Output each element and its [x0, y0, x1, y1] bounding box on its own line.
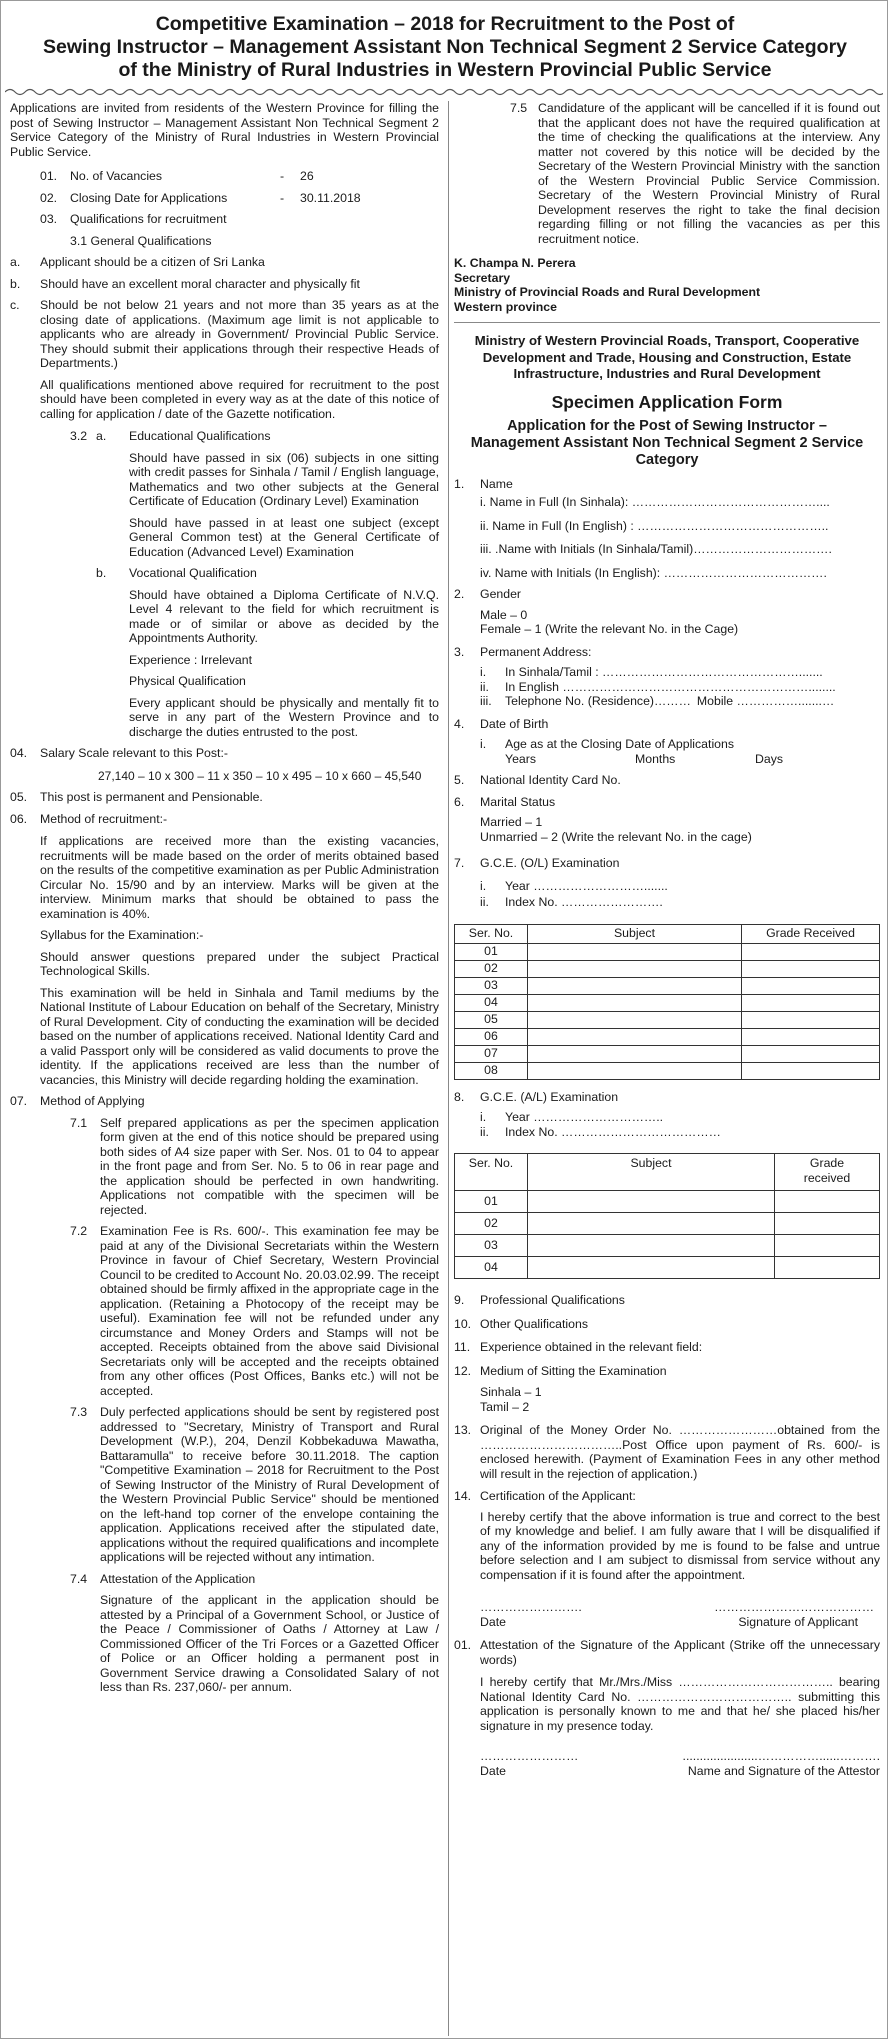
form-title: Application for the Post of Sewing Instructor – Management Assistant Non Technical Segment 2 Service Category	[470, 417, 864, 468]
serial-number: 03	[455, 977, 528, 994]
certification-text: I hereby certify that the above information is true and correct to the best of my knowledge and belief. I am fully aware that I will be disqualified if any of the information provided by me is found to be false and untrue before selection and I am subject to dismissal from service without any compensation if it is found after the appointment.	[480, 1509, 880, 1582]
field-marital-status: 6. Marital Status	[454, 794, 556, 809]
name-line: iii. .Name with Initials (In Sinhala/Tamil)…………………………….	[480, 542, 832, 556]
clause-7-2: 7.2 Examination Fee is Rs. 600/-. This examination fee may be paid at any of the Divisional Secretariats within the Western Province in favour of Chief Secretary, Western Provincial Council to be credited to Account No. 20.03.02.99. The receipt obtained should be firmly affixed in the appropriate cage in the application. (Retaining a Photocopy of the receipt may be useful). Examination fee will not be refunded under any circumstance and Money Orders and Stamps will not be accepted. Receipts obtained from the above said Divisional Secretariats only will be accepted and the receipts obtained from any other offices (Post Offices, Banks etc.) will not be accepted.	[70, 1224, 439, 1398]
al-table-row	[455, 1235, 880, 1257]
item-vacancies: 01. No. of Vacancies - 26	[40, 169, 314, 183]
attestor-signature-label: Name and Signature of the Attestor	[687, 1763, 880, 1778]
field-certification: 14. Certification of the Applicant:	[454, 1489, 636, 1503]
subject-cell	[528, 943, 742, 960]
marital-options: Married – 1 Unmarried – 2 (Write the relevant No. in the cage)	[480, 815, 752, 844]
address-lines	[480, 665, 880, 709]
field-experience: 11. Experience obtained in the relevant field:	[454, 1340, 703, 1354]
address-line: i. In Sinhala/Tamil : ………………………………………….......	[480, 665, 823, 679]
experience-line: Experience : Irrelevant	[129, 652, 253, 667]
ol-table-row	[455, 977, 880, 994]
ol-line: i. Year ……………………….......	[480, 878, 668, 893]
serial-number: 07	[455, 1045, 528, 1062]
field-professional: 9. Professional Qualifications	[454, 1293, 625, 1307]
address-line: iii. Telephone No. (Residence)……… Mobile …………….......…	[480, 694, 835, 708]
vocational-heading: b. Vocational Qualification	[96, 566, 257, 580]
clause-7-1: 7.1 Self prepared applications as per the specimen application form given at the end of this notice should be prepared using both sides of A4 size paper with Ser. Nos. 01 to 04 to appear in the front page and from Ser. No. 5 to 06 in rear page and the application should be perfected in own handwriting. Applications not compatible with the specimen will be rejected.	[70, 1115, 439, 1217]
qualification-b: b. Should have an excellent moral character and physically fit	[10, 276, 360, 291]
field-ol-exam: 7. G.C.E. (O/L) Examination	[454, 856, 620, 870]
ol-table-row	[455, 1011, 880, 1028]
subject-cell	[528, 960, 742, 977]
field-date-of-birth: 4. Date of Birth	[454, 716, 549, 731]
grade-cell	[742, 1028, 880, 1045]
subject-cell	[528, 1213, 775, 1235]
signatory-block	[454, 256, 880, 314]
age-line: i. Age as at the Closing Date of Applications	[480, 737, 734, 751]
ministry-heading: Ministry of Western Provincial Roads, Transport, Cooperative Development and Trade, Housing and Construction, Estate Infrastructure, Industries and Rural Development	[474, 333, 860, 381]
gender-options: Male – 0 Female – 1 (Write the relevant No. in the Cage)	[480, 607, 739, 636]
serial-number: 08	[455, 1062, 528, 1079]
specimen-title: Specimen Application Form	[551, 391, 783, 412]
date-label: Date	[480, 1763, 506, 1778]
applicant-signature-block: ……………………. ………………………………… Date Signature of Applicant	[480, 1600, 874, 1629]
item-qualifications: 03. Qualifications for recruitment	[40, 212, 227, 226]
qualification-c: c. Should be not below 21 years and not more than 35 years as at the closing date of applications. (Maximum age limit is not applicable to applicants who are already in Government/ Provincial Public Service. They should submit their applications through their respective Heads of Departments.)	[10, 298, 439, 370]
serial-number: 02	[455, 1213, 528, 1235]
examination-details: This examination will be held in Sinhala and Tamil mediums by the National Institute of Labour Education on behalf of the Secretary, Ministry of Rural Development. City of conducting the examination will be decided based on the number of applications received. National Identity Card and a valid Passport only will be considered as valid documents to prove the identity. If the applications received are less than the number of vacancies, this Ministry will decide regarding holding the examination.	[40, 985, 439, 1087]
salary-scale: 27,140 – 10 x 300 – 11 x 350 – 10 x 495 – 10 x 660 – 45,540	[98, 768, 422, 783]
applicant-signature-label: Signature of Applicant	[738, 1614, 858, 1629]
signatory-title: Secretary	[454, 270, 511, 285]
grade-cell	[742, 977, 880, 994]
item-closing-date: 02. Closing Date for Applications - 30.11.2018	[40, 190, 361, 205]
permanent-line: 05. This post is permanent and Pensionable.	[10, 790, 263, 804]
signatory-province: Western province	[454, 299, 557, 314]
qualification-a: a. Applicant should be a citizen of Sri Lanka	[10, 255, 265, 269]
ol-lines	[480, 879, 880, 910]
subject-cell	[528, 1191, 775, 1213]
physical-heading: Physical Qualification	[129, 674, 246, 688]
field-medium: 12. Medium of Sitting the Examination	[454, 1363, 667, 1378]
date-label: Date	[480, 1614, 506, 1629]
subject-cell	[528, 1011, 742, 1028]
syllabus-heading: Syllabus for the Examination:-	[40, 928, 204, 942]
address-line: ii. In English ……………………………………………………........	[480, 679, 836, 694]
right-column	[454, 101, 880, 1778]
serial-number: 01	[455, 943, 528, 960]
name-line: ii. Name in Full (In English) : ………………………………………..	[480, 518, 829, 533]
ol-table-row	[455, 994, 880, 1011]
vocational-text: Should have obtained a Diploma Certificate of N.V.Q. Level 4 relevant to the field for which recruitment is made or of similar or above as decided by the Appointments Authority.	[129, 587, 439, 645]
name-line: iv. Name with Initials (In English): ………………………………….	[480, 565, 827, 580]
al-table-row	[455, 1257, 880, 1279]
field-nic: 5. National Identity Card No.	[454, 773, 621, 787]
signatory-name: K. Champa N. Perera	[454, 256, 576, 270]
al-table-row	[455, 1191, 880, 1213]
heading-line-3: of the Ministry of Rural Industries in Western Provincial Public Service	[118, 59, 772, 81]
subject-cell	[528, 1028, 742, 1045]
ol-table-row	[455, 1028, 880, 1045]
serial-number: 02	[455, 960, 528, 977]
educational-qualifications-heading: 3.2 a. Educational Qualifications	[70, 429, 271, 443]
syllabus-text: Should answer questions prepared under the subject Practical Technological Skills.	[40, 949, 439, 978]
grade-cell	[775, 1257, 880, 1279]
clause-7-5: 7.5 Candidature of the applicant will be cancelled if it is found out that the applicant does not have the required qualification at the time of checking the qualifications at the interview. Any matter not covered by this notice will be decided by the Secretary of the Western Provincial Ministry with the sanction of the Western Provincial Public Service Commission. Secretary of the Western Provincial Ministry of Rural Development reserves the right to take the final decision regarding filling or not filling the vacancies as per this recruitment notice.	[510, 101, 880, 246]
educational-al: Should have passed in at least one subject (except General Common test) at the General Certificate of Education (Advanced Level) Examination	[129, 515, 439, 559]
serial-number: 04	[455, 1257, 528, 1279]
attestation-text: Signature of the applicant in the application should be attested by a Principal of a Government School, or Justice of the Peace / Commissioner of Oaths / Attorney at Law / Commissioned Officer of the Tri Forces or a Gazetted Officer of Police or an Officer holding a permanent post in Government Service drawing a Consolidated Salary of not less than Rs. 237,060/- per annum.	[100, 1593, 439, 1694]
field-other: 10. Other Qualifications	[454, 1316, 588, 1331]
column-divider	[448, 101, 449, 2036]
medium-options: Sinhala – 1 Tamil – 2	[480, 1385, 542, 1414]
intro-paragraph: Applications are invited from residents of the Western Province for filling the post of Sewing Instructor – Management Assistant Non Technical Segment 2 Service Category of the Ministry of Rural Industries in Western Provincial Public Service.	[10, 101, 439, 159]
al-table-header: Ser. No. Subject Grade received	[455, 1154, 880, 1191]
name-line: i. Name in Full (In Sinhala): ………………………………………....	[480, 495, 830, 509]
wavy-divider	[5, 85, 883, 99]
ol-table-row	[455, 1062, 880, 1079]
all-qualifications-note: All qualifications mentioned above required for recruitment to the post should have been completed in every way as at the date of this notice of calling for application / date of the Gazette notification.	[40, 377, 439, 421]
grade-cell	[742, 943, 880, 960]
serial-number: 06	[455, 1028, 528, 1045]
name-lines	[480, 495, 880, 580]
left-column	[10, 101, 439, 1695]
clause-7-3: 7.3 Duly perfected applications should be sent by registered post addressed to "Secretary, Ministry of Transport and Rural Development (W.P.), 204, Denzil Kobbekaduwa Mawatha, Battaramulla" to receive before 30.11.2018. The caption "Competitive Examination – 2018 for Recruitment to the Post of Sewing Instructor of the Ministry of Rural Development of the Western Provincial Public Service" should be mentioned on the left-hand top corner of the envelope containing the application. Applications received after the stipulated date, applications without the required qualifications and incomplete applications will be rejected without any intimation.	[70, 1405, 439, 1564]
subject-cell	[528, 994, 742, 1011]
notice-heading	[1, 13, 888, 82]
attestation-heading: 01. Attestation of the Signature of the Applicant (Strike off the unnecessary words)	[454, 1638, 880, 1667]
grade-cell	[742, 1062, 880, 1079]
subject-cell	[528, 1062, 742, 1079]
signatory-ministry: Ministry of Provincial Roads and Rural Development	[454, 285, 761, 299]
age-units: Years Months Days	[505, 751, 784, 766]
general-qualifications-heading: 3.1 General Qualifications	[70, 233, 212, 248]
al-results-table	[454, 1153, 880, 1279]
ol-table-row	[455, 1045, 880, 1062]
grade-cell	[742, 960, 880, 977]
subject-cell	[528, 1235, 775, 1257]
heading-line-2: Sewing Instructor – Management Assistant Non Technical Segment 2 Service Category	[42, 36, 848, 58]
grade-cell	[775, 1213, 880, 1235]
serial-number: 05	[455, 1011, 528, 1028]
section-divider	[454, 322, 880, 323]
recruitment-method-text: If applications are received more than the existing vacancies, recruitments will be made based on the order of merits obtained based on the results of the competitive examination as per Public Administration Circular No. 15/90 and by an interview. Marks will be given at the interview. Minimum marks that should be obtained to pass the examination is 40%.	[40, 834, 439, 921]
ol-line: ii. Index No. …………………….	[480, 895, 663, 909]
attestation-certificate: I hereby certify that Mr./Mrs./Miss ……………………………….. bearing National Identity Card No. ……………………………….. submitting this application is personally known to me and that he/ she placed his/her signature in my presence today.	[480, 1675, 880, 1733]
grade-cell	[742, 1045, 880, 1062]
subject-cell	[528, 977, 742, 994]
field-gender: 2. Gender	[454, 587, 522, 601]
ol-results-table	[454, 924, 880, 1080]
educational-ol: Should have passed in six (06) subjects in one sitting with credit passes for Sinhala / Tamil / English language, Mathematics and two other subjects at the General Certificate of Education (Ordinary Level) Examination	[129, 450, 439, 508]
grade-cell	[775, 1191, 880, 1213]
attestor-signature-block: …………………… ......................……………......………. Date Name and Signature of the Attestor	[480, 1749, 880, 1778]
ol-table-row	[455, 943, 880, 960]
grade-cell	[775, 1235, 880, 1257]
al-line: i. Year …………………………..	[480, 1110, 664, 1124]
field-money-order: 13. Original of the Money Order No. ……………………obtained from the ……………………………..Post Office upon payment of Rs. 600/- is enclosed herewith. (Payment of Examination Fees in any other method will result in the rejection of application.)	[454, 1423, 880, 1481]
serial-number: 03	[455, 1235, 528, 1257]
subject-cell	[528, 1045, 742, 1062]
heading-line-1: Competitive Examination – 2018 for Recruitment to the Post of	[155, 13, 735, 35]
field-al-exam: 8. G.C.E. (A/L) Examination	[454, 1089, 619, 1104]
serial-number: 01	[455, 1191, 528, 1213]
field-address: 3. Permanent Address:	[454, 644, 592, 659]
ol-table-header: Ser. No. Subject Grade Received	[455, 924, 880, 943]
al-lines	[480, 1110, 880, 1139]
al-line: ii. Index No. …………………………………	[480, 1124, 721, 1139]
ol-table-row	[455, 960, 880, 977]
field-name: 1. Name	[454, 476, 513, 491]
subject-cell	[528, 1257, 775, 1279]
salary-heading: 04. Salary Scale relevant to this Post:-	[10, 746, 228, 760]
method-of-applying-heading: 07. Method of Applying	[10, 1094, 145, 1108]
al-table-row	[455, 1213, 880, 1235]
serial-number: 04	[455, 994, 528, 1011]
clause-7-4: 7.4 Attestation of the Application	[70, 1571, 256, 1586]
physical-text: Every applicant should be physically and mentally fit to serve in any part of the Western Province and to discharge the duties entrusted to the post.	[129, 695, 439, 739]
grade-cell	[742, 994, 880, 1011]
method-of-recruitment-heading: 06. Method of recruitment:-	[10, 811, 168, 826]
grade-cell	[742, 1011, 880, 1028]
